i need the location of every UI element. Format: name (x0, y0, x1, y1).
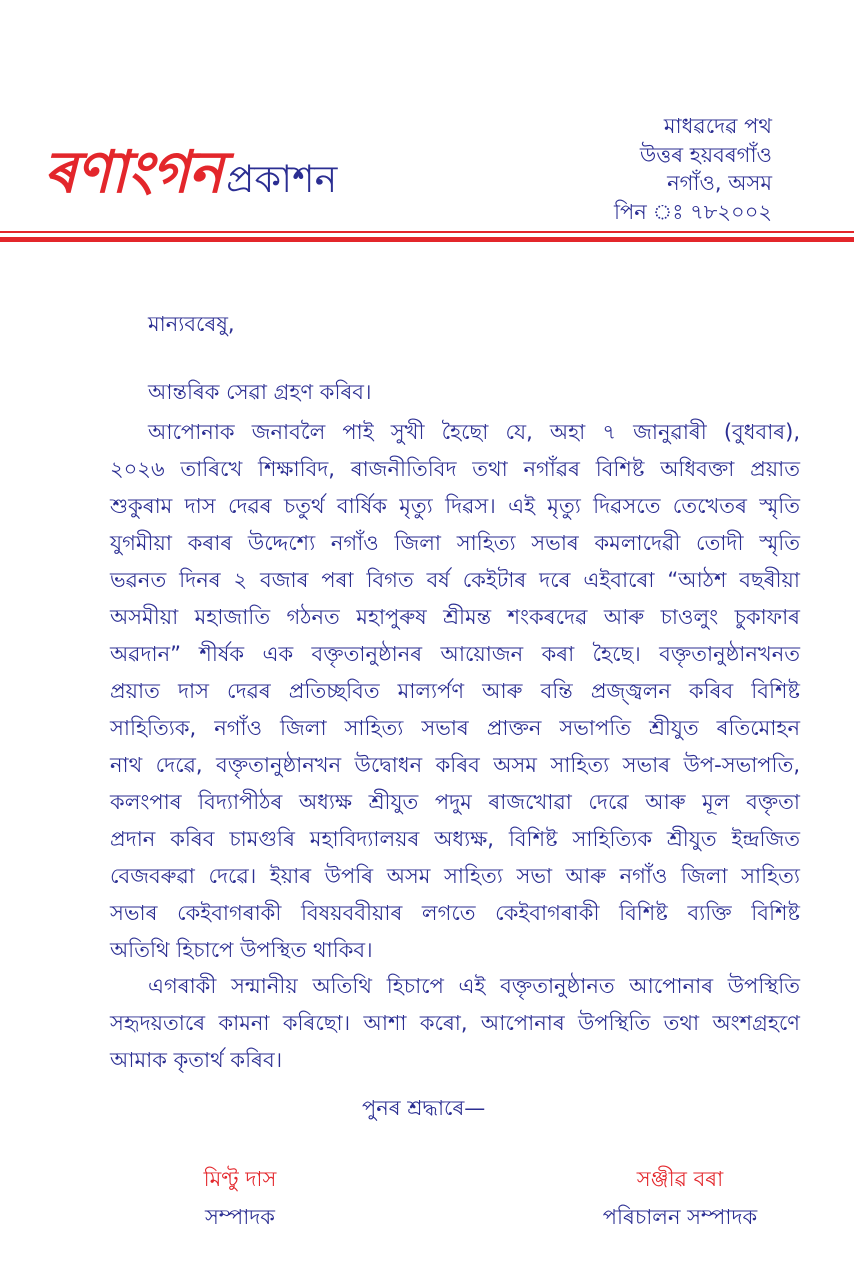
address-line: উত্তৰ হয়বৰগাঁও (639, 142, 772, 167)
signature-managing-editor (570, 1160, 790, 1236)
publisher-address (614, 112, 772, 226)
text-line: এগৰাকী সন্মানীয় অতিথি হিচাপে এই বক্তৃতানুষ্ঠানত আপোনাৰ উপস্থিতি (148, 974, 800, 998)
text-line: যুগমীয়া কৰাৰ উদ্দেশ্যে নগাঁও জিলা সাহিত্য সভাৰ কমলাদেৱী তোদী স্মৃতি (110, 531, 800, 555)
signatory-name: সঞ্জীৱ বৰা (636, 1167, 724, 1191)
text-line: অতিথি হিচাপে উপস্থিত থাকিব। (110, 938, 373, 962)
text-line: প্ৰয়াত দাস দেৱৰ প্ৰতিচ্ছবিত মাল্যৰ্পণ আৰু বন্তি প্ৰজ্জ্বলন কৰিব বিশিষ্ট (110, 679, 800, 703)
text-line: কলংপাৰ বিদ্যাপীঠৰ অধ্যক্ষ শ্ৰীযুত পদুম ৰাজখোৱা দেৱে আৰু মূল বক্তৃতা (110, 790, 800, 814)
text-line: নাথ দেৱে, বক্তৃতানুষ্ঠানখন উদ্বোধন কৰিব অসম সাহিত্য সভাৰ উপ-সভাপতি, (110, 753, 800, 777)
text-line: ভৱনত দিনৰ ২ বজাৰ পৰা বিগত বৰ্ষ কেইটাৰ দৰে এইবাৰো “আঠশ বছৰীয়া (110, 568, 800, 592)
logo-main-text: ৰণাংগন (44, 138, 223, 206)
address-pin: পিন ঃ ৭৮২০০২ (613, 199, 772, 224)
text-line: অৱদান” শীৰ্ষক এক বক্তৃতানুষ্ঠানৰ আয়োজন কৰা হৈছে। বক্তৃতানুষ্ঠানখনত (110, 642, 800, 666)
text-line: প্ৰদান কৰিব চামগুৰি মহাবিদ্যালয়ৰ অধ্যক্ষ, বিশিষ্ট সাহিত্যিক শ্ৰীযুত ইন্দ্ৰজিত (110, 827, 800, 851)
signatory-role: পৰিচালন সম্পাদক (602, 1205, 758, 1229)
greeting: আন্তৰিক সেৱা গ্ৰহণ কৰিব। (148, 380, 372, 404)
signatory-name: মিণ্টু দাস (203, 1167, 277, 1191)
letterhead-divider-thin (0, 231, 854, 233)
address-line: মাধৱদেৱ পথ (663, 114, 772, 138)
salutation: মান্যবৰেষু, (148, 312, 235, 336)
signature-editor (170, 1160, 310, 1236)
text-line: সভাৰ কেইবাগৰাকী বিষয়ববীয়াৰ লগতে কেইবাগৰাকী বিশিষ্ট ব্যক্তি বিশিষ্ট (110, 901, 800, 925)
text-line: সাহিত্যিক, নগাঁও জিলা সাহিত্য সভাৰ প্ৰাক্তন সভাপতি শ্ৰীযুত ৰতিমোহন (110, 716, 800, 740)
text-line: আমাক কৃতাৰ্থ কৰিব। (110, 1048, 283, 1072)
text-line: ২০২৬ তাৰিখে শিক্ষাবিদ, ৰাজনীতিবিদ তথা নগাঁৱৰ বিশিষ্ট অধিবক্তা প্ৰয়াত (110, 457, 800, 481)
letter-paragraph-2 (110, 968, 800, 1079)
text-line: শুকুৰাম দাস দেৱৰ চতুৰ্থ বাৰ্ষিক মৃত্যু দিৱস। এই মৃত্যু দিৱসতে তেখেতৰ স্মৃতি (110, 494, 800, 518)
signatory-role: সম্পাদক (204, 1205, 276, 1229)
text-line: আপোনাক জনাবলৈ পাই সুখী হৈছো যে, অহা ৭ জানুৱাৰী (বুধবাৰ), (148, 420, 800, 444)
publisher-logo (44, 128, 337, 225)
letterhead-divider-thick (0, 237, 854, 242)
letter-paragraph-1 (110, 414, 800, 969)
text-line: বেজবৰুৱা দেৱে। ইয়াৰ উপৰি অসম সাহিত্য সভা আৰু নগাঁও জিলা সাহিত্য (110, 864, 800, 888)
address-line: নগাঁও, অসম (667, 171, 772, 195)
text-line: অসমীয়া মহাজাতি গঠনত মহাপুৰুষ শ্ৰীমন্ত শংকৰদেৱ আৰু চাওলুং চুকাফাৰ (110, 605, 800, 629)
closing: পুনৰ শ্ৰদ্ধাৰে— (362, 1096, 486, 1120)
text-line: সহৃদয়তাৰে কামনা কৰিছো। আশা কৰো, আপোনাৰ উপস্থিতি তথা অংশগ্ৰহণে (110, 1011, 800, 1035)
logo-sub-text: প্ৰকাশন (226, 157, 338, 201)
